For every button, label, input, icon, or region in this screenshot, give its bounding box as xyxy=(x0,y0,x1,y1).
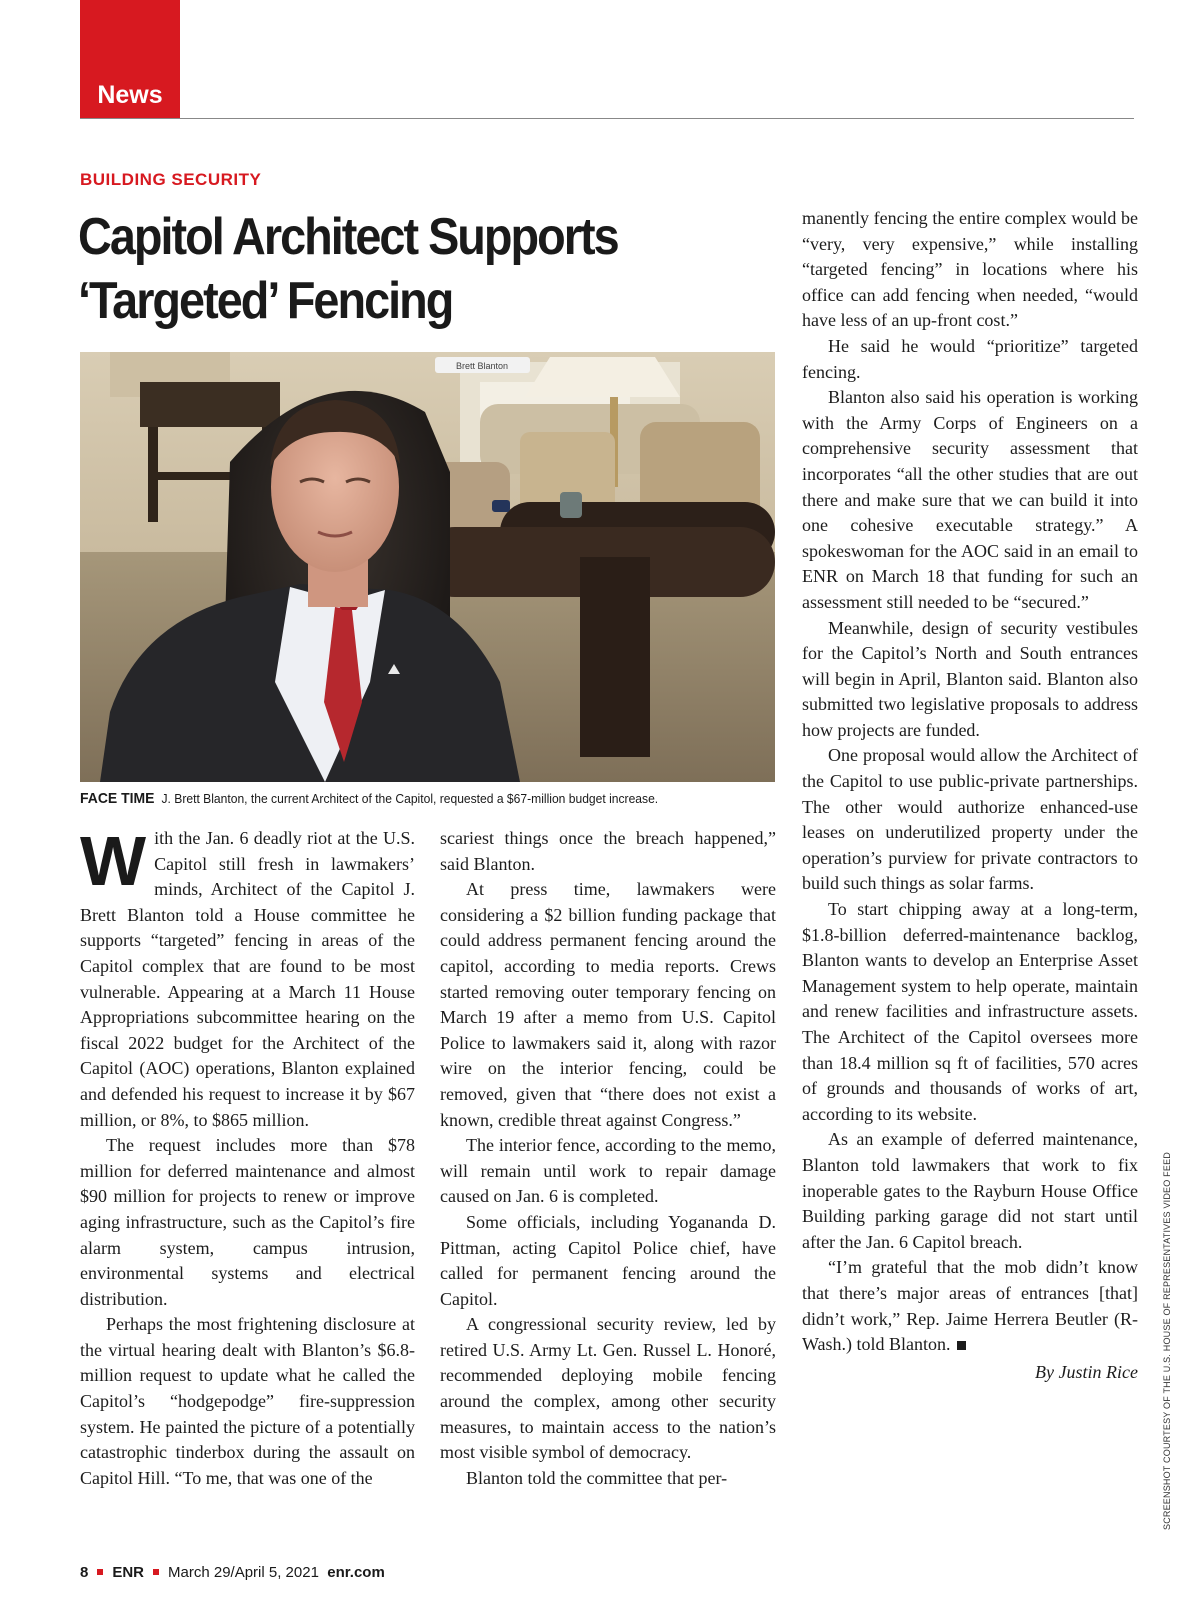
issue-date: March 29/April 5, 2021 xyxy=(168,1564,319,1581)
photo-caption xyxy=(80,790,726,807)
end-mark-icon xyxy=(957,1341,966,1350)
paragraph: Perhaps the most frightening disclosure at the virtual hearing dealt with Blanton’s $6.8-million request to update what he called the Capitol’s “hodgepodge” fire-suppression system. He painted the picture of a potentially catastrophic tinderbox during the assault on Capitol Hill. “To me, that was one of the xyxy=(80,1314,415,1488)
section-label: News xyxy=(97,81,163,109)
website: enr.com xyxy=(327,1564,385,1581)
paragraph: Blanton also said his operation is working with the Army Corps of Engineers on a comprehensive security assessment that incorporates “all the other studies that are out there and make sure that we can build it into one cohesive executable strategy.” A spokeswoman for the AOC said in an email to ENR on March 18 that funding for such an assessment still needed to be “secured.” xyxy=(802,387,1138,612)
paragraph: Some officials, including Yogananda D. Pittman, acting Capitol Police chief, have called for permanent fencing around the Capitol. xyxy=(440,1211,776,1309)
paragraph: ith the Jan. 6 deadly riot at the U.S. Capitol still fresh in lawmakers’ minds, Architect of the Capitol J. Brett Blanton told a House committee he supports “targeted” fencing in areas of the Capitol complex that are found to be most vulnerable. Appearing at a March 11 House Appropriations subcommittee hearing on the fiscal 2022 budget for the Architect of the Capitol (AOC) operations, Blanton explained and defended his request to increase it by $67 million, or 8%, to $865 million. xyxy=(80,828,415,1130)
headline-line-2: ‘Targeted’ Fencing xyxy=(78,272,453,330)
paragraph: The interior fence, according to the memo, will remain until work to repair damage caused on Jan. 6 is completed. xyxy=(440,1135,776,1207)
paragraph-final xyxy=(802,1255,1138,1357)
header-rule xyxy=(80,118,1134,119)
final-paragraph-text: “I’m grateful that the mob didn’t know that there’s major areas of entrances [that] didn’t work,” Rep. Jaime Herrera Beutler (R-Wash.) told Blanton. xyxy=(802,1257,1138,1355)
paragraph: To start chipping away at a long-term, $1.8-billion deferred-maintenance backlog, Blanton wants to develop an Enterprise Asset Management system to help operate, maintain and renew facilities and infrastructure assets. The Architect of the Capitol oversees more than 18.4 million sq ft of facilities, 570 acres of grounds and thousands of works of art, according to its website. xyxy=(802,899,1138,1124)
article-kicker: BUILDING SECURITY xyxy=(80,170,262,189)
paragraph: As an example of deferred maintenance, Blanton told lawmakers that work to fix inoperable gates to the Rayburn House Office Building parking garage did not start until after the Jan. 6 Capitol breach. xyxy=(802,1129,1138,1252)
article-column-1 xyxy=(80,822,415,1491)
section-tab xyxy=(80,0,180,118)
page-number: 8 xyxy=(80,1564,89,1581)
paragraph: A congressional security review, led by retired U.S. Army Lt. Gen. Russel L. Honoré, recommended deploying mobile fencing around the complex, among other security measures, to maintain access to the nation’s most visible symbol of democracy. xyxy=(440,1314,776,1463)
paragraph: manently fencing the entire complex would be “very, very expensive,” while installing “targeted fencing” in locations where his office can add fencing when needed, “would have less of an up-front cost.” xyxy=(802,208,1138,331)
separator-icon xyxy=(97,1569,103,1575)
article-headline xyxy=(78,205,708,333)
paragraph: He said he would “prioritize” targeted fencing. xyxy=(802,335,1138,382)
paragraph: Blanton told the committee that per- xyxy=(466,1467,728,1488)
paragraph: Meanwhile, design of security vestibules for the Capitol’s North and South entrances will begin in April, Blanton said. Blanton also submitted two legislative proposals to address how projects are funded. xyxy=(802,617,1138,740)
article-column-3 xyxy=(802,206,1138,1385)
headline-line-1: Capitol Architect Supports xyxy=(78,208,618,266)
photo-illustration xyxy=(80,352,775,782)
byline: By Justin Rice xyxy=(1035,1361,1138,1382)
article-photo xyxy=(80,352,775,782)
drop-cap: W xyxy=(80,822,147,900)
paragraph: One proposal would allow the Architect of the Capitol to use public-private partnerships. The other would authorize enhanced-use leases on underutilized property under the operation’s purview for private contractors to build such things as solar farms. xyxy=(802,745,1138,894)
caption-label: FACE TIME xyxy=(80,790,155,807)
photo-credit: SCREENSHOT COURTESY OF THE U.S. HOUSE OF REPRESENTATIVES VIDEO FEED xyxy=(1162,1152,1172,1530)
magazine-name: ENR xyxy=(112,1564,145,1581)
caption-text: J. Brett Blanton, the current Architect of the Capitol, requested a $67-million budget increase. xyxy=(161,791,659,806)
page-footer xyxy=(80,1564,385,1581)
paragraph: At press time, lawmakers were considering a $2 billion funding package that could address permanent fencing around the capitol, according to media reports. Crews started removing outer temporary fencing on March 19 after a memo from U.S. Capitol Police to lawmakers said it, along with razor wire on the interior fencing, could be removed, given that “there does not exist a known, credible threat against Congress.” xyxy=(440,879,776,1130)
separator-icon xyxy=(153,1569,159,1575)
paragraph: The request includes more than $78 million for deferred maintenance and almost $90 million for projects to renew or improve aging infrastructure, such as the Capitol’s fire alarm system, campus intrusion, environmental systems and electrical distribution. xyxy=(80,1135,415,1309)
paragraph: scariest things once the breach happened,” said Blanton. xyxy=(440,828,776,874)
photo-name-tag-text: Brett Blanton xyxy=(455,361,509,371)
article-column-2 xyxy=(440,826,776,1491)
